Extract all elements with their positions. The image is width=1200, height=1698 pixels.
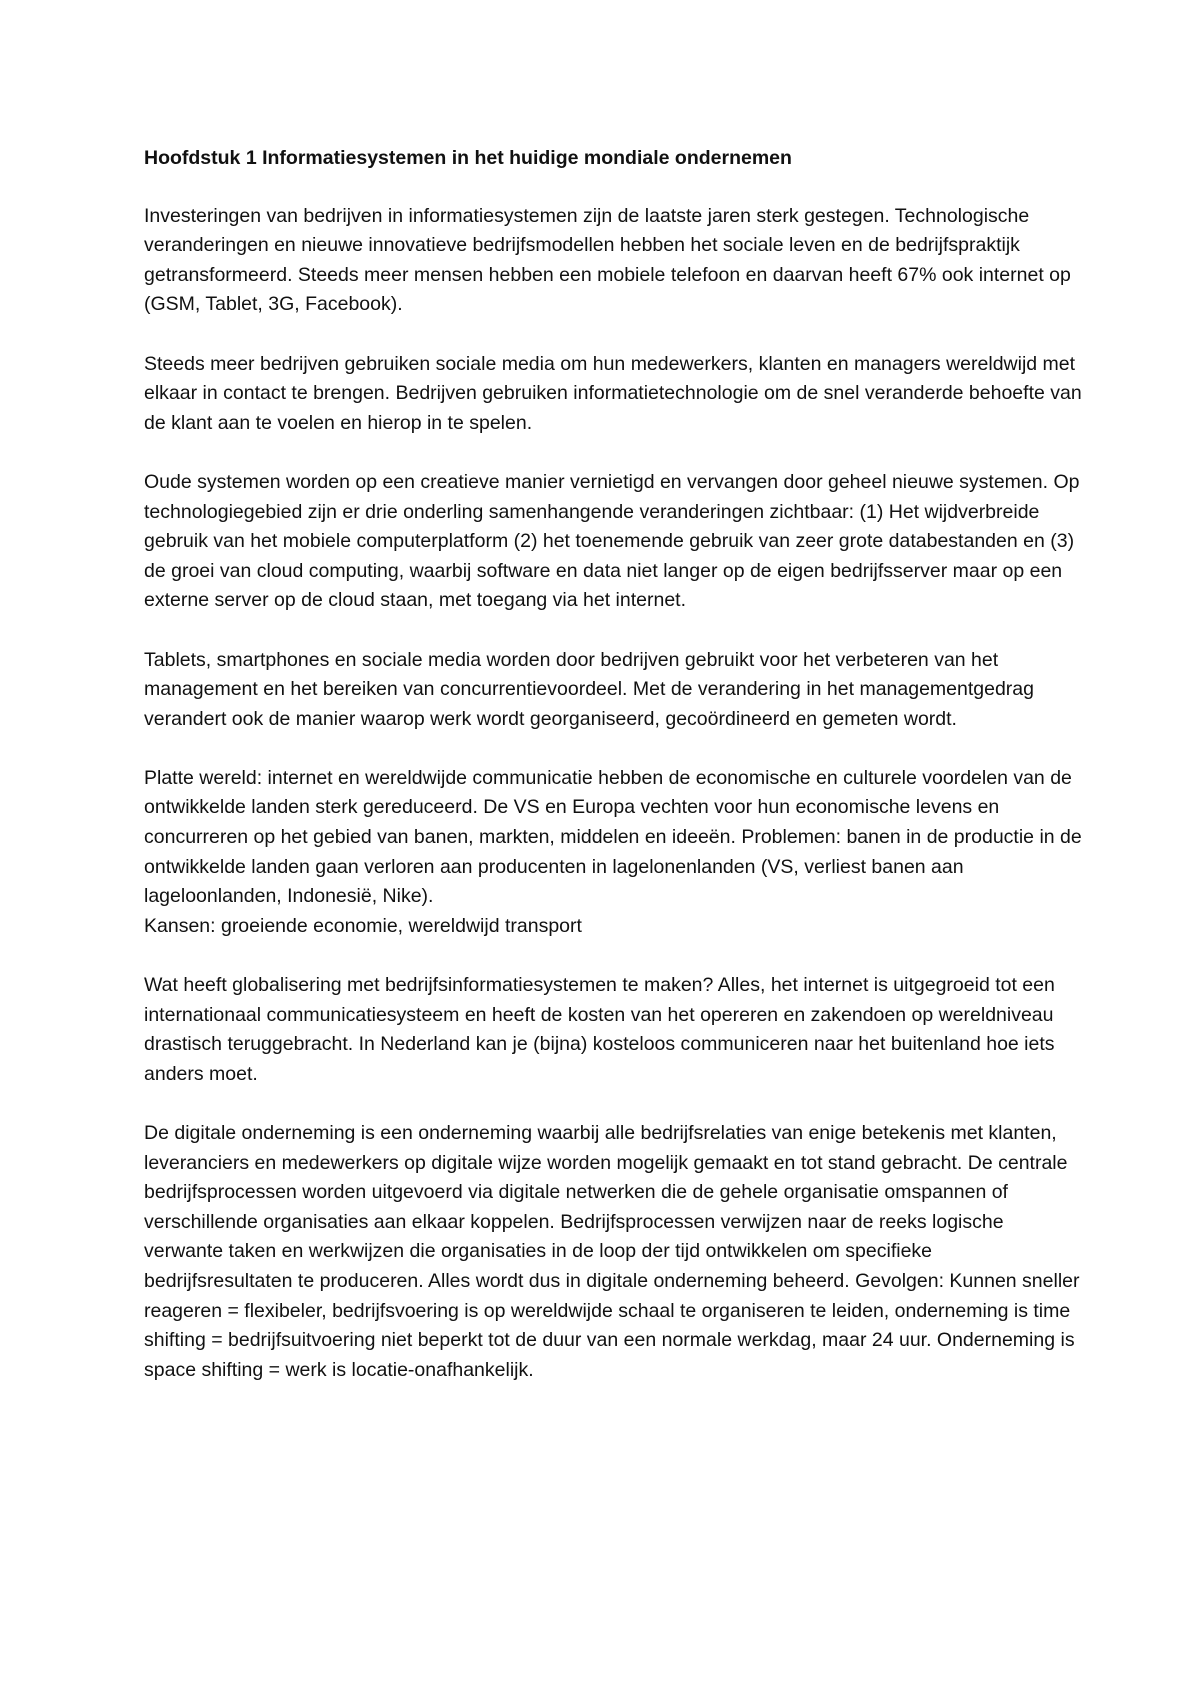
- paragraph-flat-world: Platte wereld: internet en wereldwijde communicatie hebben de economische en culturele voordelen van de ontwikkelde landen sterk gereduceerd. De VS en Europa vechten voor hun economische levens en concurreren op het gebied van banen, markten, middelen en ideeën. Problemen: banen in de productie in de ontwikkelde landen gaan verloren aan producenten in lagelonenlanden (VS, verliest banen aan lageloonlanden, Indonesië, Nike).: [144, 766, 1082, 908]
- paragraph-tablets: Tablets, smartphones en sociale media worden door bedrijven gebruikt voor het verbeteren van het management en het bereiken van concurrentievoordeel. Met de verandering in het managementgedrag verandert ook de manier waarop werk wordt georganiseerd, gecoördineerd en gemeten wordt.: [144, 648, 1034, 730]
- paragraph-social-media: Steeds meer bedrijven gebruiken sociale media om hun medewerkers, klanten en managers wereldwijd met elkaar in contact te brengen. Bedrijven gebruiken informatietechnologie om de snel veranderde behoefte van de klant aan te voelen en hierop in te spelen.: [144, 352, 1082, 434]
- document-page: [144, 144, 1084, 1415]
- paragraph-digital-enterprise: De digitale onderneming is een onderneming waarbij alle bedrijfsrelaties van enige betekenis met klanten, leveranciers en medewerkers op digitale wijze worden mogelijk gemaakt en tot stand gebracht. De centrale bedrijfsprocessen worden uitgevoerd via digitale netwerken die de gehele organisatie omspannen of verschillende organisaties aan elkaar koppelen. Bedrijfsprocessen verwijzen naar de reeks logische verwante taken en werkwijzen die organisaties in de loop der tijd ontwikkelen om specifieke bedrijfsresultaten te produceren. Alles wordt dus in digitale onderneming beheerd. Gevolgen: Kunnen sneller reageren = flexibeler, bedrijfsvoering is op wereldwijde schaal te organiseren te leiden, onderneming is time shifting = bedrijfsuitvoering niet beperkt tot de duur van een normale werkdag, maar 24 uur. Onderneming is space shifting = werk is locatie-onafhankelijk.: [144, 1122, 1080, 1381]
- paragraph-opportunities: Kansen: groeiende economie, wereldwijd transport: [144, 914, 582, 937]
- paragraph-old-systems: Oude systemen worden op een creatieve manier vernietigd en vervangen door geheel nieuwe systemen. Op technologiegebied zijn er drie onderling samenhangende veranderingen zichtbaar: (1) Het wijdverbreide gebruik van het mobiele computerplatform (2) het toenemende gebruik van zeer grote databestanden en (3) de groei van cloud computing, waarbij software en data niet langer op de eigen bedrijfsserver maar op een externe server op de cloud staan, met toegang via het internet.: [144, 470, 1080, 612]
- page-title: Hoofdstuk 1 Informatiesystemen in het huidige mondiale ondernemen: [144, 147, 792, 169]
- paragraph-globalization: Wat heeft globalisering met bedrijfsinformatiesystemen te maken? Alles, het internet is uitgegroeid tot een internationaal communicatiesysteem en heeft de kosten van het opereren en zakendoen op wereldniveau drastisch teruggebracht. In Nederland kan je (bijna) kosteloos communiceren naar het buitenland hoe iets anders moet.: [144, 974, 1055, 1085]
- paragraph-investments: Investeringen van bedrijven in informatiesystemen zijn de laatste jaren sterk gestegen. Technologische veranderingen en nieuwe innovatieve bedrijfsmodellen hebben het sociale leven en de bedrijfspraktijk getransformeerd. Steeds meer mensen hebben een mobiele telefoon en daarvan heeft 67% ook internet op (GSM, Tablet, 3G, Facebook).: [144, 204, 1071, 316]
